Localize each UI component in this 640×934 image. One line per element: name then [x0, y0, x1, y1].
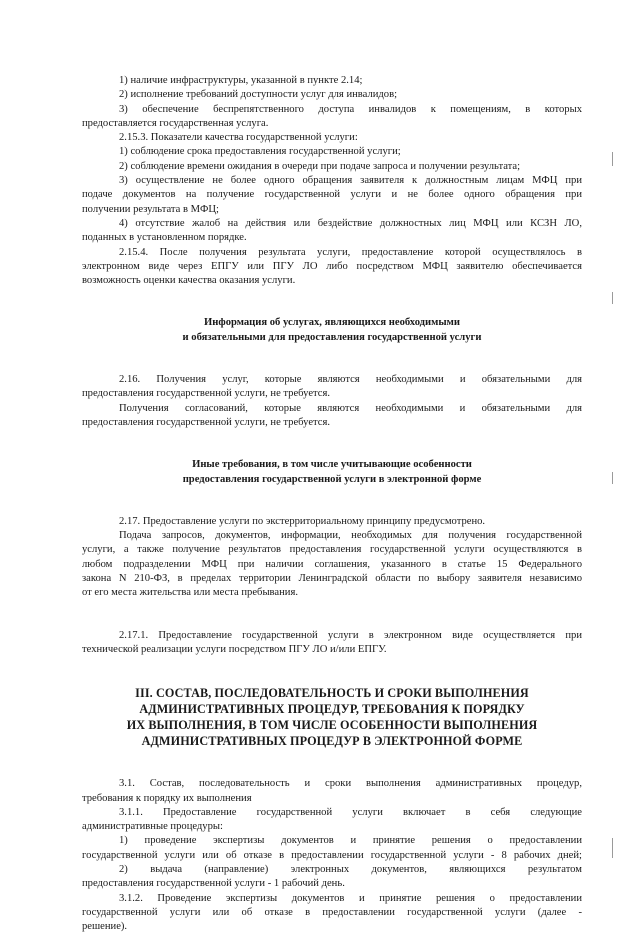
heading-section-iii	[82, 685, 582, 749]
paragraph	[82, 529, 582, 600]
section-3-1-procedures	[82, 777, 582, 934]
text-line: 3.1. Состав, последовательность и сроки выполнения административных процедур,	[119, 778, 582, 790]
section-2-16-required-services	[82, 373, 582, 430]
text-line: административные процедуры:	[82, 821, 223, 833]
text-line: 2.17. Предоставление услуги по экстерриториальному принципу предусмотрено.	[119, 515, 486, 527]
text-line: 2.16. Получения услуг, которые являются необходимыми и обязательными для	[119, 374, 582, 386]
heading-line: III. СОСТАВ, ПОСЛЕДОВАТЕЛЬНОСТЬ И СРОКИ ВЫПОЛНЕНИЯ	[135, 686, 529, 701]
text-line: Получения согласований, которые являются необходимыми и обязательными для	[119, 402, 582, 414]
document-body	[82, 74, 582, 934]
text-line: технической реализации услуги посредством ПГУ ЛО и/или ЕПГУ.	[82, 643, 387, 655]
heading-line: Информация об услугах, являющихся необходимыми	[204, 317, 460, 329]
paragraph	[82, 629, 582, 658]
heading-line: предоставления государственной услуги в электронной форме	[182, 473, 482, 485]
text-line: 1) наличие инфраструктуры, указанной в пункте 2.14;	[119, 75, 363, 86]
text-line: предоставляется государственная услуга.	[82, 117, 269, 129]
heading-line: АДМИНИСТРАТИВНЫХ ПРОЦЕДУР, ТРЕБОВАНИЯ К ПОРЯДКУ	[139, 702, 525, 717]
text-line: предоставления государственной услуги - 1 рабочий день.	[82, 878, 345, 890]
text-line: государственной услуги или об отказе в предоставлении государственной услуги (далее -	[82, 906, 582, 918]
scan-margin-mark	[612, 838, 613, 858]
text-line: решение).	[82, 921, 128, 933]
paragraph	[82, 777, 582, 806]
paragraph	[82, 217, 582, 246]
text-line: 2) выдача (направление) электронных документов, являющихся результатом	[119, 863, 582, 875]
heading-line: ИХ ВЫПОЛНЕНИЯ, В ТОМ ЧИСЛЕ ОСОБЕННОСТИ ВЫПОЛНЕНИЯ	[126, 718, 538, 733]
text-line: 2.15.3. Показатели качества государственной услуги:	[119, 132, 358, 144]
heading-required-services	[82, 316, 582, 345]
paragraph	[82, 88, 582, 102]
paragraph	[82, 174, 582, 217]
section-2-17-1-electronic	[82, 629, 582, 658]
text-line: требования к порядку их выполнения	[82, 792, 252, 804]
text-line: подаче документов на получение государственной услуги и не более одного обращения при	[82, 189, 582, 201]
paragraph	[82, 373, 582, 402]
text-line: 2.15.4. После получения результата услуги, предоставление которой осуществлялось в	[119, 246, 582, 258]
text-line: получении результата в МФЦ;	[82, 203, 219, 215]
text-line: 3.1.1. Предоставление государственной услуги включает в себя следующие	[119, 806, 582, 818]
text-line: 3) обеспечение беспрепятственного доступа инвалидов к помещениям, в которых	[119, 103, 582, 115]
paragraph	[82, 806, 582, 835]
text-line: от его места жительства или места пребывания.	[82, 587, 298, 599]
section-2-17-extraterritorial	[82, 515, 582, 601]
heading-other-requirements	[82, 458, 582, 487]
text-line: услуги, а также получение результатов предоставления государственной услуги осуществляются в	[82, 544, 582, 556]
text-line: 1) соблюдение срока предоставления государственной услуги;	[119, 146, 401, 158]
paragraph	[82, 131, 582, 145]
text-line: 1) проведение экспертизы документов и принятие решения о предоставлении	[119, 835, 582, 847]
text-line: возможность оценки качества оказания услуги.	[82, 275, 296, 287]
heading-line: АДМИНИСТРАТИВНЫХ ПРОЦЕДУР В ЭЛЕКТРОННОЙ ФОРМЕ	[141, 734, 523, 749]
paragraph	[82, 246, 582, 289]
text-line: 2) исполнение требований доступности услуг для инвалидов;	[119, 89, 398, 101]
scan-margin-mark	[612, 472, 613, 484]
text-line: 2.17.1. Предоставление государственной услуги в электронном виде осуществляется при	[119, 629, 582, 641]
text-line: предоставления государственной услуги, не требуется.	[82, 416, 331, 428]
text-line: любом подразделении МФЦ при наличии соглашения, указанного в статье 15 Федерального	[82, 558, 582, 570]
heading-line: и обязательными для предоставления государственной услуги	[182, 331, 482, 343]
text-line: электронном виде через ЕПГУ или ПГУ ЛО либо посредством МФЦ заявителю обеспечивается	[82, 260, 582, 272]
text-line: 3.1.2. Проведение экспертизы документов и принятие решения о предоставлении	[119, 892, 582, 904]
text-line: Подача запросов, документов, информации, необходимых для получения государственной	[119, 530, 582, 542]
paragraph	[82, 74, 582, 88]
section-2-15-quality-indicators	[82, 74, 582, 288]
paragraph	[82, 892, 582, 934]
text-line: закона N 210-ФЗ, в пределах территории Ленинградской области по выбору заявителя независимо	[82, 573, 582, 585]
paragraph	[82, 160, 582, 174]
scan-margin-mark	[612, 152, 613, 166]
paragraph	[82, 834, 582, 863]
paragraph	[82, 145, 582, 159]
paragraph	[82, 103, 582, 132]
paragraph	[82, 863, 582, 892]
text-line: государственной услуги или об отказе в предоставлении государственной услуги - 8 рабочих дней;	[82, 849, 582, 861]
scan-margin-mark	[612, 292, 613, 304]
text-line: 4) отсутствие жалоб на действия или бездействие должностных лиц МФЦ или КСЗН ЛО,	[119, 217, 582, 229]
paragraph	[82, 515, 582, 529]
text-line: 3) осуществление не более одного обращения заявителя к должностным лицам МФЦ при	[119, 175, 582, 187]
text-line: предоставления государственной услуги, не требуется.	[82, 388, 331, 400]
heading-line: Иные требования, в том числе учитывающие особенности	[192, 459, 472, 471]
text-line: поданных в установленном порядке.	[82, 232, 247, 244]
text-line: 2) соблюдение времени ожидания в очереди при подаче запроса и получении результата;	[119, 160, 521, 172]
paragraph	[82, 402, 582, 431]
